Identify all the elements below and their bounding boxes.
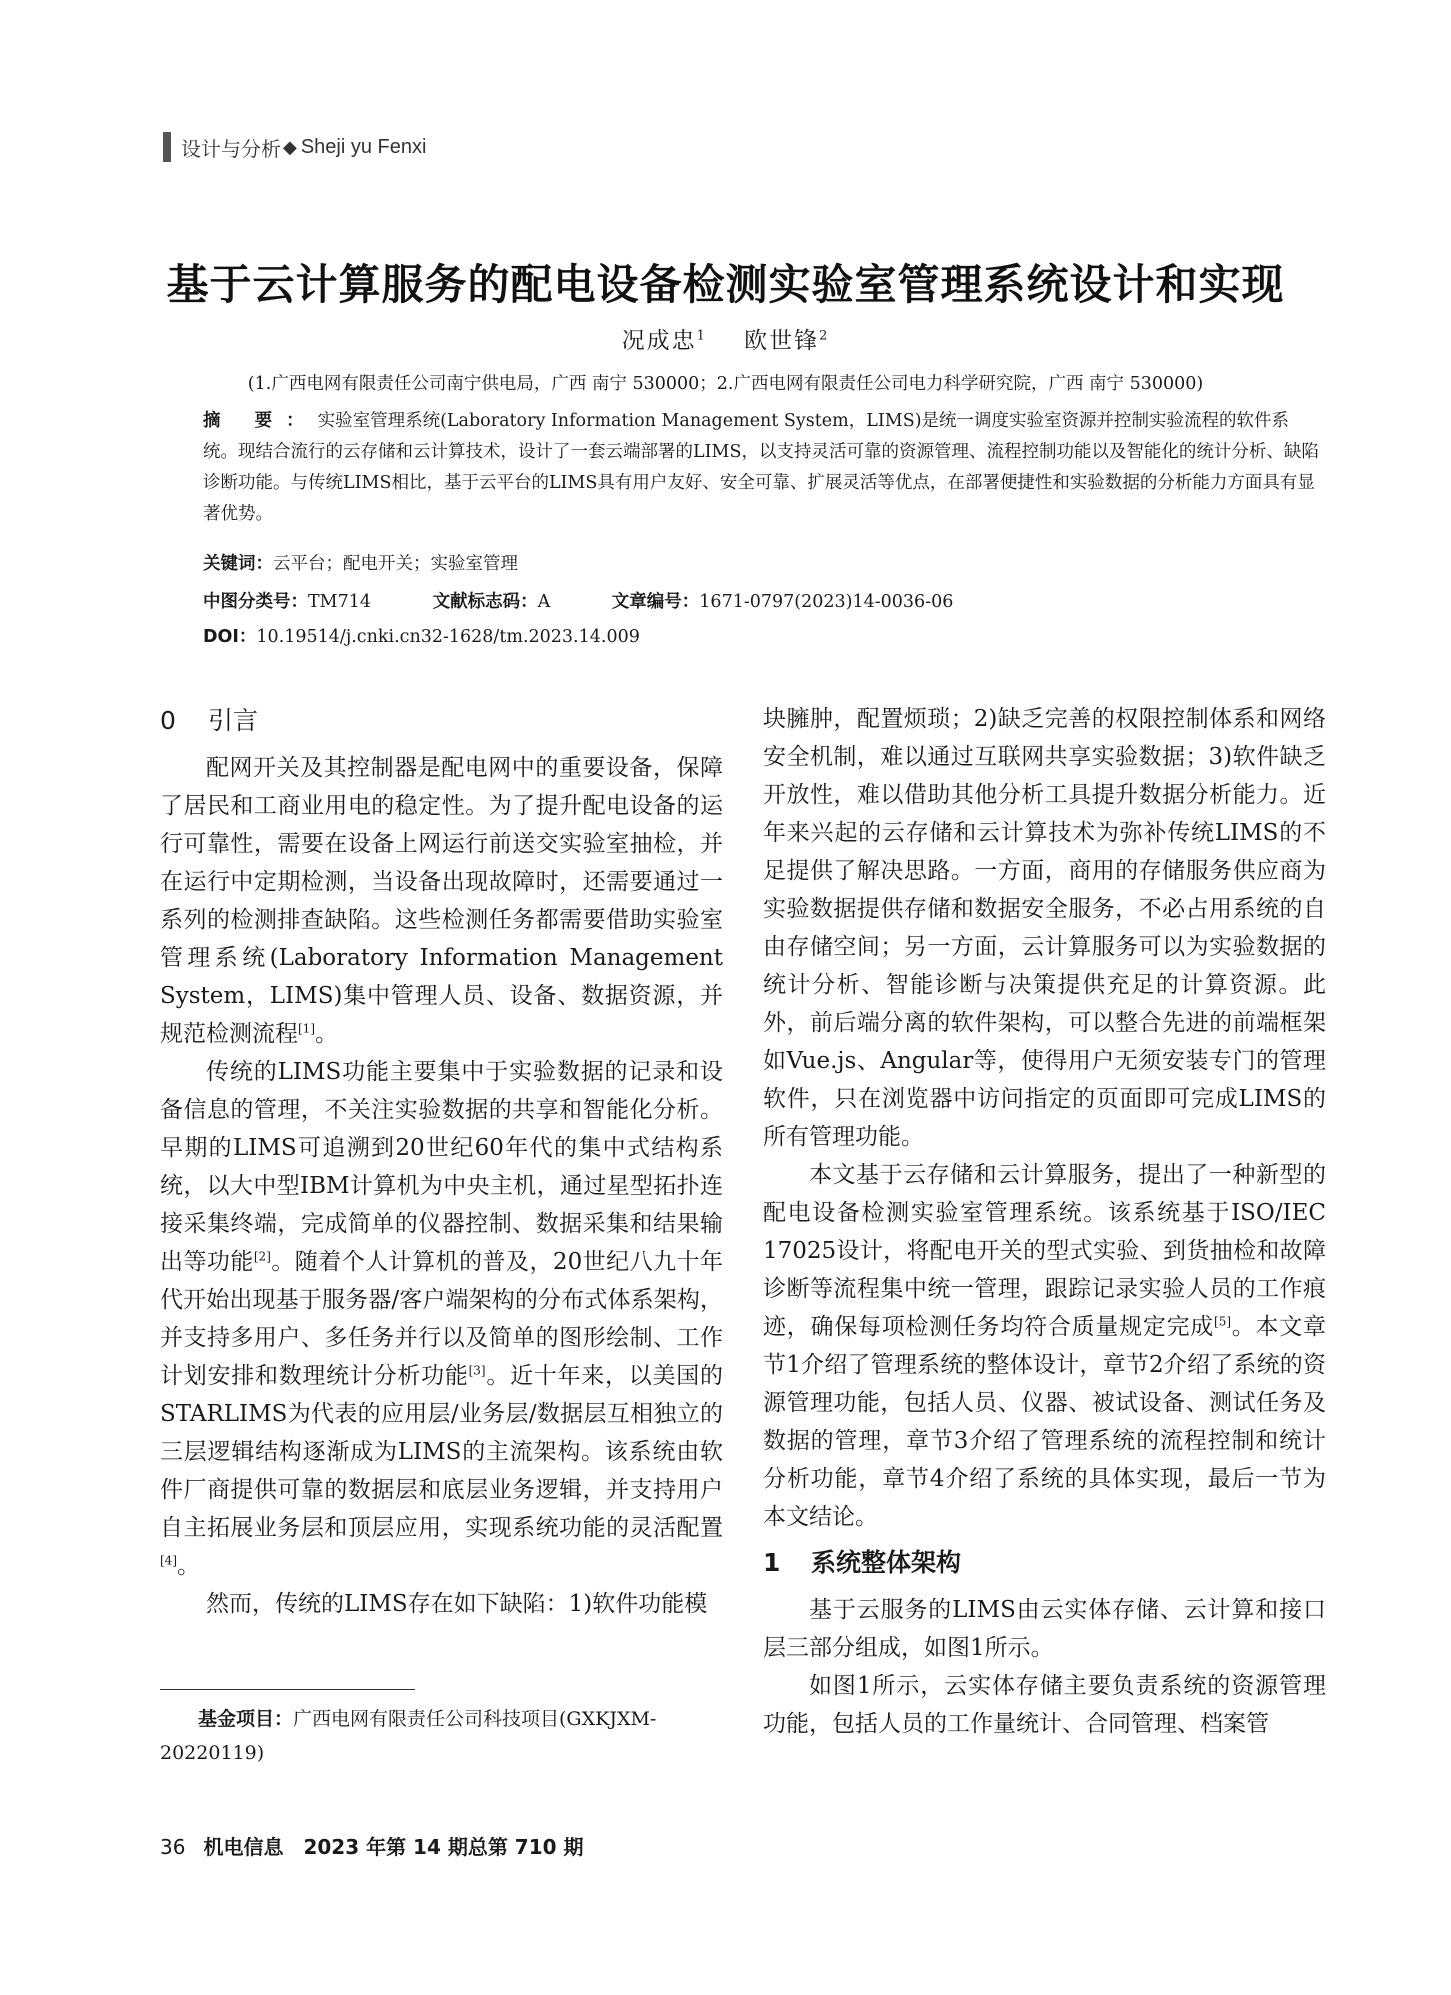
article-id-value: 1671-0797(2023)14-0036-06 <box>699 592 954 612</box>
paper-title: 基于云计算服务的配电设备检测实验室管理系统设计和实现 <box>166 260 1285 309</box>
journal-info: 机电信息 2023 年第 14 期总第 710 期 <box>203 1835 584 1859</box>
section-number: 1 <box>763 1548 781 1577</box>
doc-code-value: A <box>537 592 551 612</box>
right-column <box>763 700 1326 1743</box>
header-section-cn: 设计与分析 <box>181 136 281 161</box>
section-heading-architecture <box>763 1542 1326 1584</box>
page-number: 36 <box>160 1835 186 1859</box>
citation[interactable]: [3] <box>468 1363 486 1378</box>
citation[interactable]: [5] <box>1214 1314 1232 1329</box>
clc-label: 中图分类号： <box>203 592 308 612</box>
article-id-label: 文章编号： <box>611 592 700 612</box>
paragraph: 块臃肿，配置烦琐；2)缺乏完善的权限控制体系和网络安全机制，难以通过互联网共享实验数据；3)软件缺乏开放性，难以借助其他分析工具提升数据分析能力。近年来兴起的云存储和云计算技术为弥补传统LIMS的不足提供了解决思路。一方面，商用的存储服务供应商为实验数据提供存储和数据安全服务，不必占用系统的自由存储空间；另一方面，云计算服务可以为实验数据的统计分析、智能诊断与决策提供充足的计算资源。此外，前后端分离的软件架构，可以整合先进的前端框架如Vue.js、Angular等，使得用户无须安装专门的管理软件，只在浏览器中访问指定的页面即可完成LIMS的所有管理功能。 <box>763 706 1326 1150</box>
paragraph: 然而，传统的LIMS存在如下缺陷：1)软件功能模 <box>206 1591 708 1617</box>
paragraph: 本文基于云存储和云计算服务，提出了一种新型的配电设备检测实验室管理系统。该系统基于ISO/IEC 17025设计，将配电开关的型式实验、到货抽检和故障诊断等流程集中统一管理，跟踪记录实验人员的工作痕迹，确保每项检测任务均符合质量规定完成[5]。本文章节1介绍了管理系统的整体设计，章节2介绍了系统的资源管理功能，包括人员、仪器、被试设备、测试任务及数据的管理，章节3介绍了管理系统的流程控制和统计分析功能，章节4介绍了系统的具体实现，最后一节为本文结论。 <box>763 1162 1327 1530</box>
keywords <box>203 549 1323 580</box>
running-header <box>163 130 426 164</box>
authors <box>100 322 1351 355</box>
header-section-pinyin: Sheji yu Fenxi <box>300 135 427 158</box>
section-title: 引言 <box>208 706 259 735</box>
paragraph: 基于云服务的LIMS由云实体存储、云计算和接口层三部分组成，如图1所示。 <box>763 1597 1326 1661</box>
citation[interactable]: [1] <box>298 1021 315 1036</box>
keywords-text: 云平台；配电开关；实验室管理 <box>273 554 518 574</box>
paragraph: 如图1所示，云实体存储主要负责系统的资源管理功能，包括人员的工作量统计、合同管理、档案管 <box>763 1673 1326 1737</box>
doc-code-label: 文献标志码： <box>432 592 538 612</box>
doi-label: DOI： <box>203 627 257 647</box>
abstract-label: 摘 要： <box>203 411 318 431</box>
abstract-text: 实验室管理系统(Laboratory Information Management System，LIMS)是统一调度实验室资源并控制实验流程的软件系统。现结合流行的云存储和云计算技术，设计了一套云端部署的LIMS，以支持灵活可靠的资源管理、流程控制功能以及智能化的统计分析、缺陷诊断功能。与传统LIMS相比，基于云平台的LIMS具有用户友好、安全可靠、扩展灵活等优点，在部署便捷性和实验数据的分析能力方面具有显著优势。 <box>203 411 1319 524</box>
paragraph: 传统的LIMS功能主要集中于实验数据的记录和设备信息的管理，不关注实验数据的共享和智能化分析。早期的LIMS可追溯到20世纪60年代的集中式结构系统，以大中型IBM计算机为中央主机，通过星型拓扑连接采集终端，完成简单的仪器控制、数据采集和结果输出等功能[2]。随着个人计算机的普及，20世纪八九十年代开始出现基于服务器/客户端架构的分布式体系架构，并支持多用户、多任务并行以及简单的图形绘制、工作计划安排和数理统计分析功能[3]。近十年来，以美国的STARLIMS为代表的应用层/业务层/数据层互相独立的三层逻辑结构逐渐成为LIMS的主流架构。该系统由软件厂商提供可靠的数据层和底层业务逻辑，并支持用户自主拓展业务层和顶层应用，实现系统功能的灵活配置[4]。 <box>160 1059 724 1579</box>
left-column <box>160 700 723 1623</box>
paragraph: 配网开关及其控制器是配电网中的重要设备，保障了居民和工商业用电的稳定性。为了提升配电设备的运行可靠性，需要在设备上网运行前送交实验室抽检，并在运行中定期检测，当设备出现故障时，还需要通过一系列的检测排查缺陷。这些检测任务都需要借助实验室管理系统(Laboratory Information Management System，LIMS)集中管理人员、设备、数据资源，并规范检测流程[1]。 <box>160 755 723 1047</box>
footnote-text: 广西电网有限责任公司科技项目(GXKJXM-20220119) <box>160 1708 657 1764</box>
clc-value: TM714 <box>308 592 371 612</box>
section-title: 系统整体架构 <box>811 1548 962 1577</box>
header-bar <box>163 132 171 162</box>
section-heading-intro <box>160 700 723 742</box>
footnote-funding <box>160 1702 723 1770</box>
page-footer <box>160 1831 584 1860</box>
footnote-rule <box>160 1689 415 1690</box>
diamond-icon: ◆ <box>283 136 297 158</box>
classification-line <box>203 587 1323 618</box>
citation[interactable]: [2] <box>253 1249 271 1264</box>
affiliations: (1.广西电网有限责任公司南宁供电局，广西 南宁 530000；2.广西电网有限责任公司电力科学研究院，广西 南宁 530000) <box>247 374 1204 394</box>
author-name: 欧世锋 <box>744 328 820 354</box>
keywords-label: 关键词： <box>203 554 273 574</box>
citation[interactable]: [4] <box>160 1553 177 1568</box>
author-affil-mark: 1 <box>696 328 707 344</box>
abstract <box>203 406 1323 530</box>
section-number: 0 <box>160 706 176 735</box>
footnote-label: 基金项目： <box>198 1708 294 1730</box>
author-affil-mark: 2 <box>819 328 830 344</box>
doi-value[interactable]: 10.19514/j.cnki.cn32-1628/tm.2023.14.009 <box>256 627 640 647</box>
author-name: 况成忠 <box>621 328 697 354</box>
doi-line <box>203 622 1323 653</box>
